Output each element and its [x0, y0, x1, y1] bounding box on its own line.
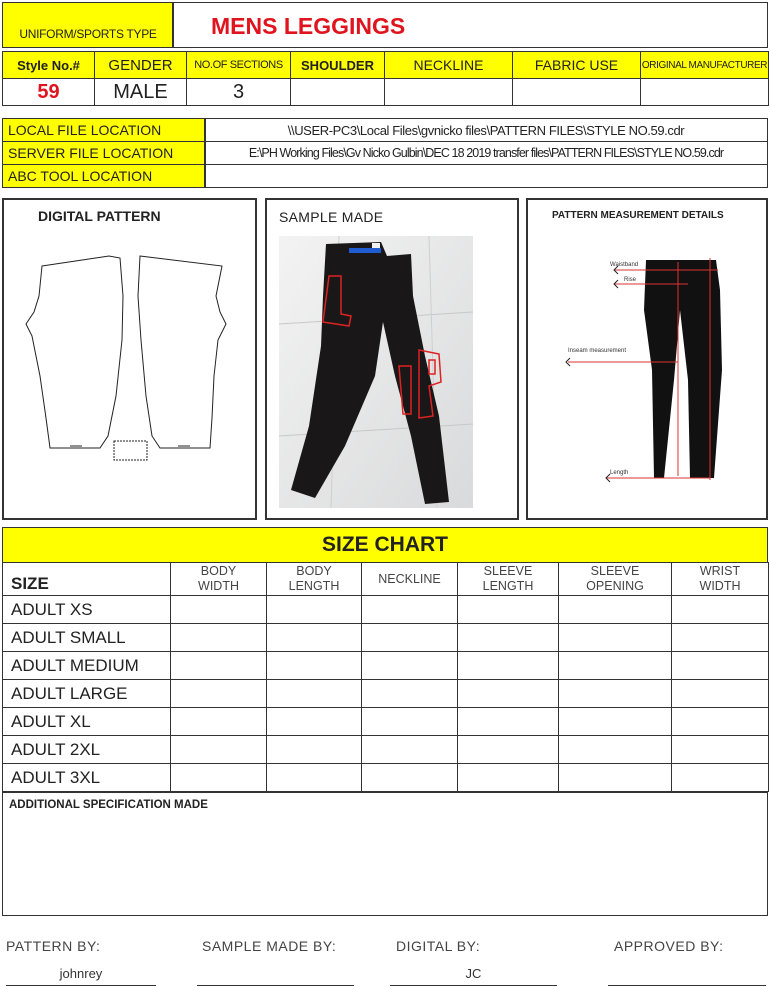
size-chart-cell[interactable]	[361, 763, 458, 792]
sample-made-by-label: SAMPLE MADE BY:	[202, 938, 337, 954]
size-chart-cell[interactable]	[457, 735, 559, 764]
column-header-line: NECKLINE	[378, 571, 441, 586]
size-chart-cell[interactable]	[558, 707, 672, 736]
size-chart-cell[interactable]	[558, 595, 672, 624]
neckline-header: NECKLINE	[384, 51, 513, 79]
size-chart-column-header	[671, 562, 769, 596]
abc-tool-label: ABC TOOL LOCATION	[8, 168, 153, 184]
column-header-line: WIDTH	[198, 579, 239, 593]
pattern-by-line	[6, 985, 156, 986]
measurement-panel	[526, 198, 768, 520]
abc-tool-label-cell	[2, 164, 206, 188]
size-chart-cell[interactable]	[671, 679, 769, 708]
size-chart-cell[interactable]	[457, 651, 559, 680]
size-chart-cell[interactable]	[170, 735, 267, 764]
measure-label-inseam: Inseam measurement	[568, 348, 627, 354]
size-chart-cell[interactable]	[671, 595, 769, 624]
sample-made-panel	[265, 198, 519, 520]
size-chart-column-header	[558, 562, 672, 596]
digital-by-line	[390, 985, 557, 986]
neckline-value	[384, 78, 513, 106]
pattern-pieces-drawing	[4, 200, 255, 518]
size-chart-cell[interactable]	[266, 763, 362, 792]
size-row-label: ADULT SMALL	[2, 623, 171, 652]
digital-pattern-panel	[2, 198, 257, 520]
size-chart-cell[interactable]	[266, 679, 362, 708]
additional-spec-box	[2, 792, 768, 916]
column-header-line: SLEEVE	[483, 564, 533, 578]
fabric-use-header: FABRIC USE	[512, 51, 641, 79]
abc-tool-value-cell	[204, 164, 768, 188]
size-row-label: ADULT 2XL	[2, 735, 171, 764]
size-chart-cell[interactable]	[558, 623, 672, 652]
size-chart-cell[interactable]	[457, 679, 559, 708]
size-chart-cell[interactable]	[671, 651, 769, 680]
size-chart-cell[interactable]	[266, 623, 362, 652]
style-no-value: 59	[2, 78, 95, 106]
measurement-label: PATTERN MEASUREMENT DETAILS	[552, 210, 724, 221]
size-chart-cell[interactable]	[457, 763, 559, 792]
column-header-line: BODY	[296, 564, 332, 578]
sports-type-label: UNIFORM/SPORTS TYPE	[19, 27, 157, 41]
local-file-value-cell	[204, 118, 768, 142]
size-chart-cell[interactable]	[558, 679, 672, 708]
size-row-label: ADULT LARGE	[2, 679, 171, 708]
size-chart-cell[interactable]	[671, 763, 769, 792]
size-row-label: ADULT XL	[2, 707, 171, 736]
size-chart-cell[interactable]	[457, 623, 559, 652]
server-file-label: SERVER FILE LOCATION	[8, 145, 174, 161]
digital-pattern-label: DIGITAL PATTERN	[38, 208, 161, 224]
size-chart-cell[interactable]	[266, 707, 362, 736]
column-header-line: OPENING	[586, 579, 644, 593]
size-chart-cell[interactable]	[170, 763, 267, 792]
size-chart-cell[interactable]	[671, 735, 769, 764]
size-chart-cell[interactable]	[558, 735, 672, 764]
size-chart-title-cell	[2, 527, 768, 563]
pattern-piece-left	[26, 256, 123, 448]
page-title: MENS LEGGINGS	[211, 13, 406, 39]
gender-value: MALE	[94, 78, 187, 106]
size-chart-cell[interactable]	[170, 623, 267, 652]
size-chart-cell[interactable]	[170, 707, 267, 736]
size-chart-column-header	[361, 562, 458, 596]
size-chart-cell[interactable]	[361, 707, 458, 736]
sample-made-label: SAMPLE MADE	[279, 209, 384, 225]
shoulder-value	[290, 78, 385, 106]
pattern-by-label: PATTERN BY:	[6, 938, 101, 954]
digital-by-label: DIGITAL BY:	[396, 938, 481, 954]
size-row-label: ADULT 3XL	[2, 763, 171, 792]
size-chart-cell[interactable]	[361, 623, 458, 652]
size-chart-cell[interactable]	[170, 679, 267, 708]
size-chart-cell[interactable]	[671, 707, 769, 736]
size-chart-cell[interactable]	[457, 595, 559, 624]
size-chart-cell[interactable]	[671, 623, 769, 652]
sections-header: NO.OF SECTIONS	[186, 51, 291, 79]
column-header-line: WRIST	[699, 564, 741, 578]
approved-by-label: APPROVED BY:	[614, 938, 724, 954]
pattern-piece-waistband	[114, 441, 147, 460]
gender-header: GENDER	[94, 51, 187, 79]
size-chart-cell[interactable]	[170, 651, 267, 680]
size-chart-column-header	[457, 562, 559, 596]
measure-label-waistband: Waistband	[610, 262, 639, 268]
size-chart-cell[interactable]	[266, 651, 362, 680]
server-file-label-cell	[2, 141, 206, 165]
server-file-value-cell	[204, 141, 768, 165]
additional-spec-label: ADDITIONAL SPECIFICATION MADE	[9, 799, 208, 811]
size-chart-cell[interactable]	[361, 651, 458, 680]
server-file-value: E:\PH Working Files\Gv Nicko Gulbin\DEC 18 2019 transfer files\PATTERN FILES\STYLE NO.59.cdr	[248, 146, 724, 160]
sample-photo	[279, 236, 473, 508]
size-chart-column-header	[266, 562, 362, 596]
size-chart-cell[interactable]	[361, 595, 458, 624]
size-chart-cell[interactable]	[558, 763, 672, 792]
sports-type-label-cell	[2, 2, 174, 48]
size-column-header: SIZE	[2, 562, 171, 596]
column-header-line: WIDTH	[699, 579, 741, 593]
pattern-piece-right	[138, 256, 226, 448]
size-chart-title: SIZE CHART	[322, 533, 448, 556]
column-header-line: BODY	[200, 564, 237, 578]
brand-tag	[372, 243, 380, 248]
shoulder-header: SHOULDER	[290, 51, 385, 79]
size-row-label: ADULT XS	[2, 595, 171, 624]
local-file-label-cell	[2, 118, 206, 142]
measurement-diagram	[528, 200, 766, 518]
fabric-use-value	[512, 78, 641, 106]
approved-by-line	[608, 985, 766, 986]
size-chart-cell[interactable]	[170, 595, 267, 624]
column-header-line: LENGTH	[288, 579, 340, 593]
title-cell	[172, 2, 768, 48]
local-file-label: LOCAL FILE LOCATION	[8, 122, 162, 138]
size-row-label: ADULT MEDIUM	[2, 651, 171, 680]
size-chart-cell[interactable]	[558, 651, 672, 680]
measure-label-length: Length	[610, 470, 629, 476]
style-no-header: Style No.#	[2, 51, 95, 79]
original-manufacturer-header: ORIGINAL MANUFACTURER	[640, 51, 769, 79]
size-chart-cell[interactable]	[361, 679, 458, 708]
size-chart-cell[interactable]	[266, 595, 362, 624]
size-chart-cell[interactable]	[361, 735, 458, 764]
sample-made-by-line	[197, 985, 354, 986]
size-chart-cell[interactable]	[266, 735, 362, 764]
measure-label-rise: Rise	[624, 277, 637, 283]
original-manufacturer-value	[640, 78, 769, 106]
local-file-value: \\USER-PC3\Local Files\gvnicko files\PATTERN FILES\STYLE NO.59.cdr	[287, 122, 685, 138]
size-chart-cell[interactable]	[457, 707, 559, 736]
pattern-by-value: johnrey	[59, 966, 103, 981]
column-header-line: SLEEVE	[590, 564, 640, 578]
column-header-line: LENGTH	[482, 579, 534, 593]
digital-by-value: JC	[465, 966, 482, 981]
sections-value: 3	[186, 78, 291, 106]
size-chart-column-header	[170, 562, 267, 596]
